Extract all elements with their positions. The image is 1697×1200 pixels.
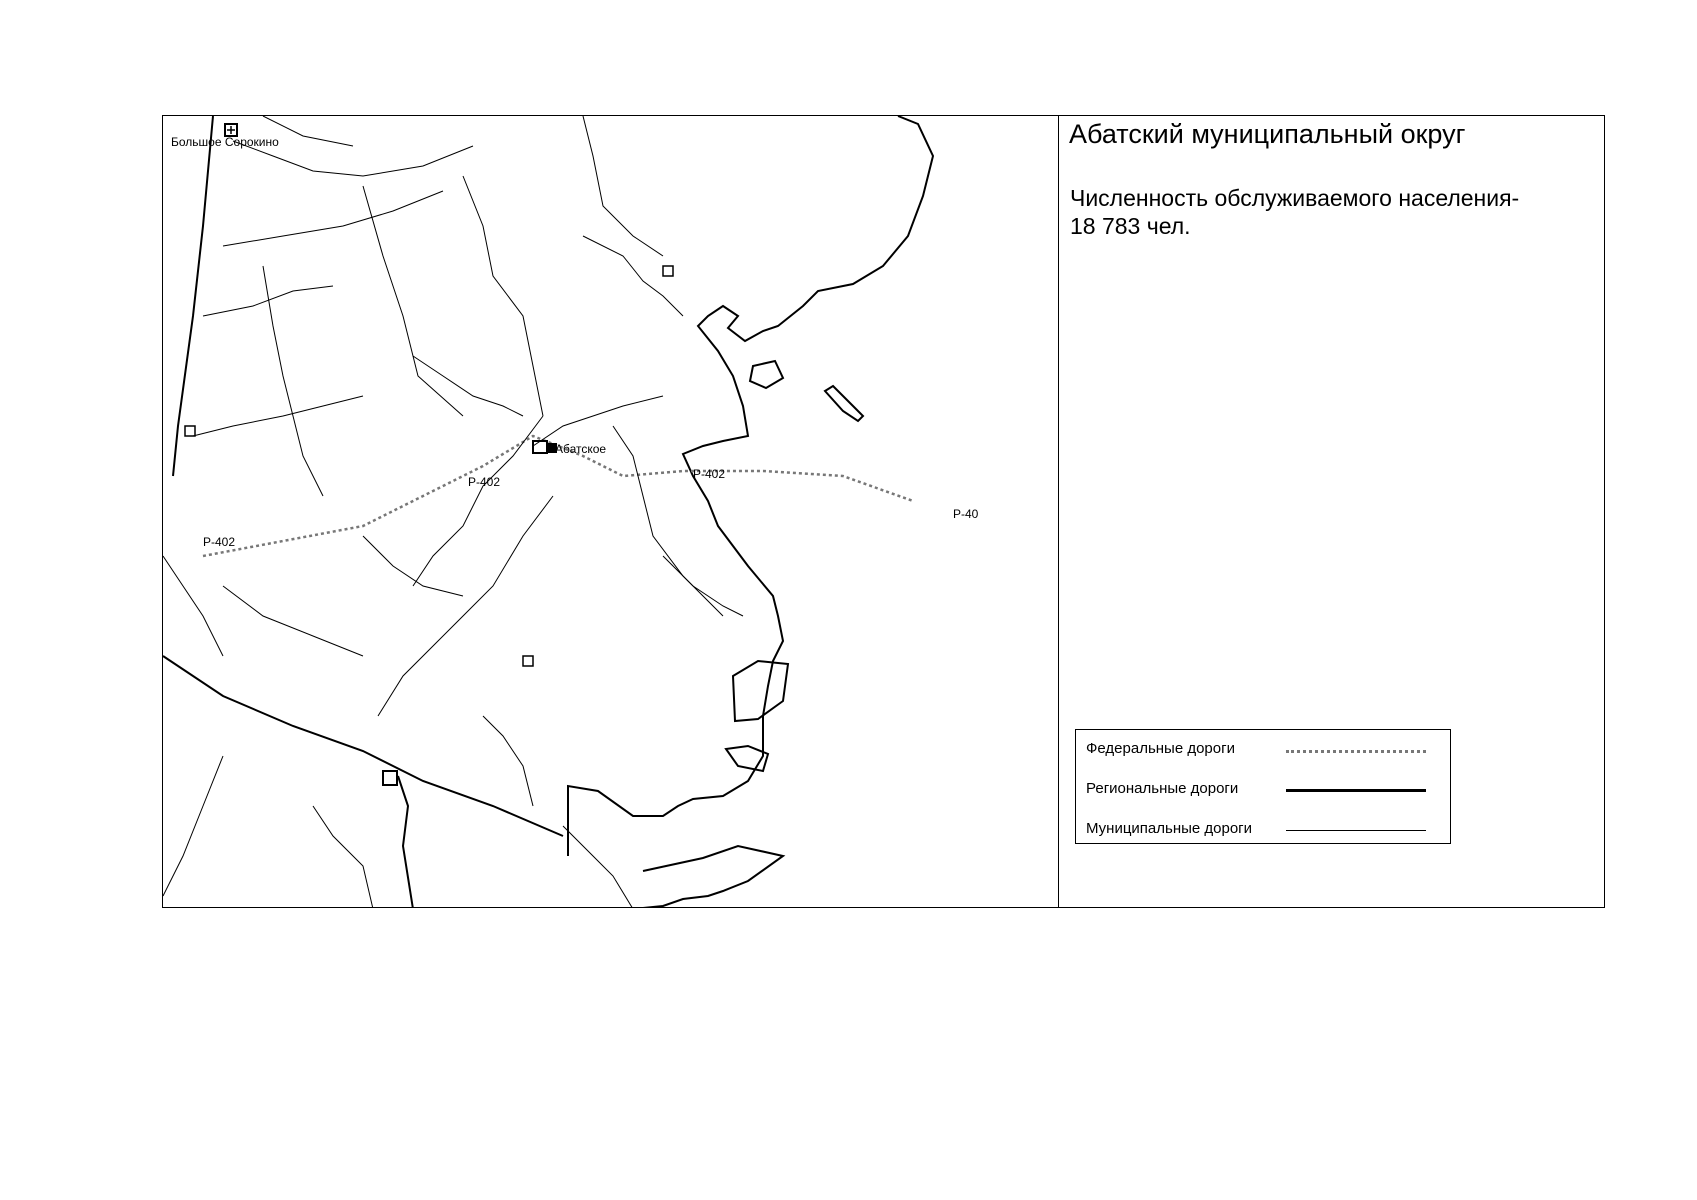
lake-2 [825,386,863,421]
map-panel[interactable] [163,116,1059,907]
legend-swatch-federal [1286,750,1426,753]
district-map [163,116,1058,907]
road-label-r402-far-west: Р-402 [203,535,236,549]
district-boundary [568,116,933,856]
map-sheet-frame [162,115,1605,908]
municipal-roads [163,116,743,907]
settlement-marker-4 [523,656,533,666]
place-label-sorokino: Большое Сорокино [171,135,279,149]
regional-road-2 [163,656,563,836]
legend-swatch-regional [1286,789,1426,792]
settlement-marker-6 [185,426,195,436]
road-label-r402-west: Р-402 [468,475,501,489]
district-title: Абатский муниципальный округ [1069,119,1466,149]
legend-label-regional: Региональные дороги [1086,780,1239,797]
district-boundary-south [633,846,783,907]
legend-row-regional [1086,778,1436,802]
settlement-marker-3 [663,266,673,276]
legend-swatch-municipal [1286,830,1426,831]
legend-row-municipal [1086,818,1436,842]
regional-road-1 [173,116,213,476]
legend-label-federal: Федеральные дороги [1086,740,1235,757]
legend [1075,729,1451,844]
lake-3 [733,661,788,721]
population-label: Численность обслуживаемого населения- [1070,185,1520,211]
settlement-marker-abatskoe [533,441,557,453]
regional-road-3 [398,776,413,907]
population-value: 18 783 чел. [1070,213,1191,239]
place-label-abatskoe: Абатское [555,442,607,456]
road-label-r402-east: Р-402 [693,467,726,481]
info-panel [1058,116,1604,907]
lake-1 [750,361,783,388]
road-label-r40: Р-40 [953,507,979,521]
settlement-marker-5 [383,771,397,785]
legend-label-municipal: Муниципальные дороги [1086,820,1253,837]
legend-row-federal [1086,738,1436,762]
